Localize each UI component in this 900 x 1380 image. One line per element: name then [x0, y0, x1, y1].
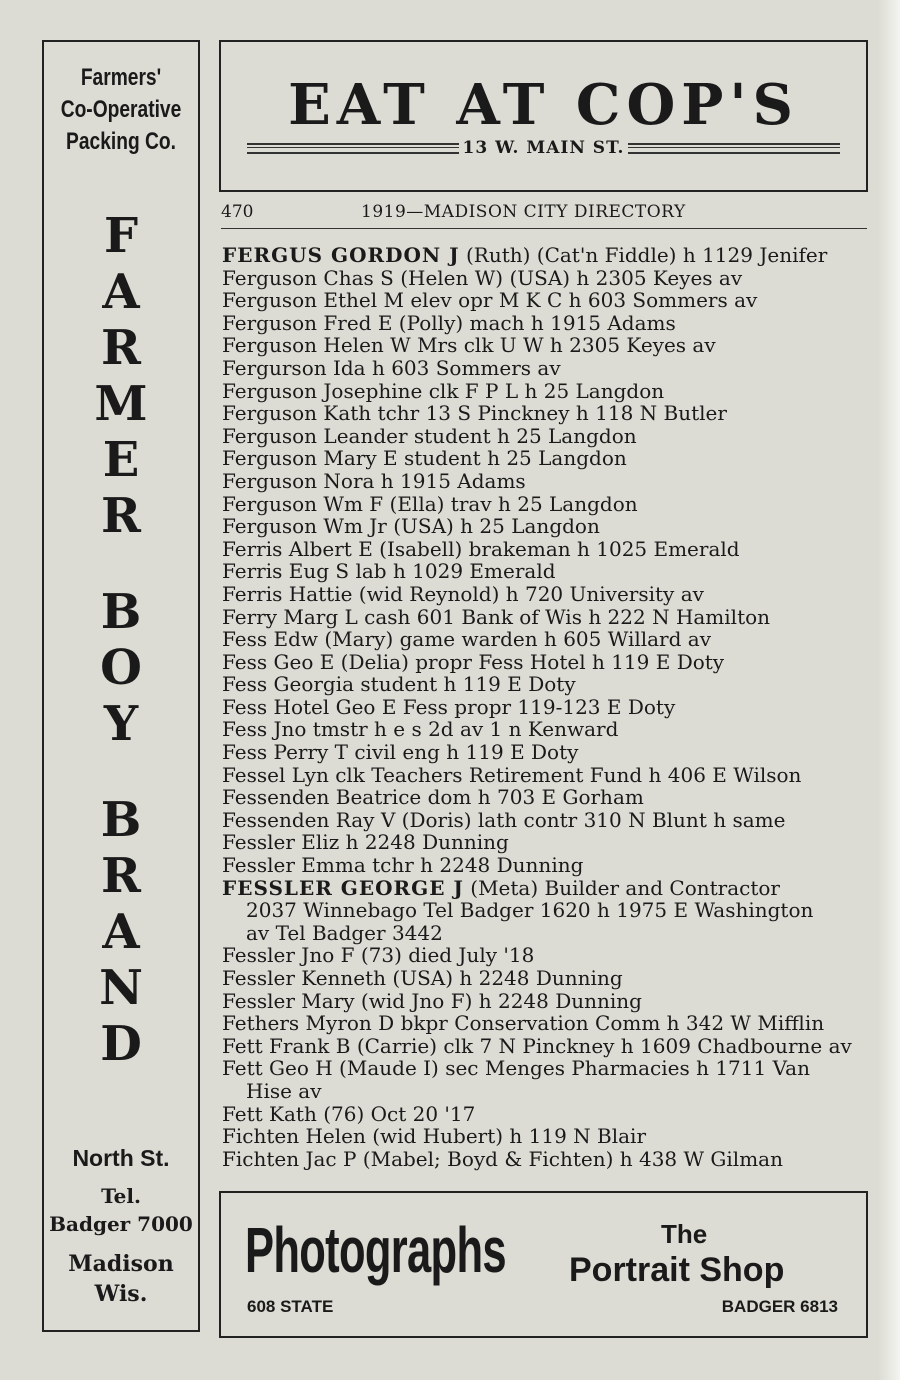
entry-text: Fett Geo H (Maude I) sec Menges Pharmacies h 1711 Van — [222, 1056, 810, 1081]
entry-text: Ferguson Mary E student h 25 Langdon — [222, 446, 627, 471]
directory-entry — [222, 402, 870, 425]
top-ad-title: EAT AT COP'S — [288, 72, 799, 138]
side-ad-telephone — [44, 1182, 198, 1238]
directory-entry — [222, 741, 870, 764]
brand-word-farmer — [44, 208, 198, 544]
directory-entry — [222, 1148, 870, 1171]
company-line-1: Farmers' — [80, 64, 162, 91]
top-advertisement — [219, 40, 868, 192]
directory-entry — [222, 289, 870, 312]
top-ad-address-row — [247, 138, 840, 158]
entry-text: Ferguson Nora h 1915 Adams — [222, 468, 526, 493]
entry-text: Ferris Hattie (wid Reynold) h 720 University av — [222, 581, 704, 606]
top-ad-address: 13 W. MAIN ST. — [462, 138, 625, 158]
entry-text: Fess Perry T civil eng h 119 E Doty — [222, 740, 579, 765]
brand-letter: Y — [103, 696, 139, 752]
entry-text: (Meta) Builder and Contractor — [463, 875, 780, 900]
city-name: Madison — [68, 1251, 174, 1277]
company-line-2: Co-Operative — [60, 96, 182, 123]
directory-entry — [222, 312, 870, 335]
state-name: Wis. — [94, 1281, 148, 1307]
company-line-3: Packing Co. — [66, 128, 176, 155]
directory-entry — [222, 944, 870, 967]
brand-letter: F — [103, 208, 139, 264]
entry-text: Fessenden Ray V (Doris) lath contr 310 N Blunt h same — [222, 807, 786, 832]
directory-entry — [222, 606, 870, 629]
directory-title: 1919—MADISON CITY DIRECTORY — [361, 202, 686, 222]
page-edge — [878, 0, 900, 1380]
entry-text: Fessel Lyn clk Teachers Retirement Fund h 406 E Wilson — [222, 762, 802, 787]
directory-entry — [222, 1103, 870, 1126]
bottom-ad-the: The — [661, 1219, 708, 1249]
entry-text: Ferguson Ethel M elev opr M K C h 603 Sommers av — [222, 288, 758, 313]
decorative-rule-left — [247, 143, 459, 154]
directory-entry — [222, 560, 870, 583]
brand-letter: B — [100, 792, 142, 848]
directory-entry — [222, 515, 870, 538]
brand-word-brand — [44, 792, 198, 1072]
entry-text: Fessler Kenneth (USA) h 2248 Dunning — [222, 966, 623, 990]
page-number: 470 — [221, 202, 254, 222]
directory-entry — [222, 786, 870, 809]
directory-entry — [222, 990, 870, 1013]
directory-entry — [222, 425, 870, 448]
brand-letter: A — [102, 264, 140, 320]
side-ad-street: North St. — [72, 1145, 170, 1171]
directory-entry — [222, 583, 870, 606]
entry-text: Ferry Marg L cash 601 Bank of Wis h 222 N Hamilton — [222, 604, 771, 629]
side-ad-city — [44, 1249, 198, 1309]
brand-word-boy — [44, 584, 198, 752]
bottom-ad-phone: BADGER 6813 — [721, 1297, 838, 1316]
brand-letter: D — [100, 1016, 142, 1072]
brand-letter: O — [100, 640, 142, 696]
bottom-ad-address: 608 STATE — [247, 1297, 334, 1316]
bottom-ad-shop-name: Portrait Shop — [569, 1251, 785, 1289]
entry-text: Ferguson Leander student h 25 Langdon — [222, 423, 637, 448]
directory-entry — [222, 447, 870, 470]
directory-entry — [222, 267, 870, 290]
entry-text: Ferris Eug S lab h 1029 Emerald — [222, 559, 556, 584]
entry-text: Ferguson Wm Jr (USA) h 25 Langdon — [222, 514, 600, 539]
entry-text: Fessenden Beatrice dom h 703 E Gorham — [222, 785, 644, 810]
entry-bold-name: FESSLER GEORGE J — [222, 875, 464, 900]
directory-entry — [222, 831, 870, 854]
directory-entry — [222, 718, 870, 741]
entry-text: Fess Jno tmstr h e s 2d av 1 n Kenward — [222, 717, 619, 742]
entry-text: Fethers Myron D bkpr Conservation Comm h 342 W Mifflin — [222, 1011, 825, 1036]
directory-entry — [222, 764, 870, 787]
entry-text: Ferguson Helen W Mrs clk U W h 2305 Keyes av — [222, 333, 716, 358]
bottom-ad-headline: Photographs — [245, 1214, 506, 1286]
entry-text: Fessler Eliz h 2248 Dunning — [222, 830, 509, 855]
entry-text: Ferguson Kath tchr 13 S Pinckney h 118 N Butler — [222, 401, 727, 426]
entry-continuation: 2037 Winnebago Tel Badger 1620 h 1975 E Washington — [246, 898, 814, 923]
directory-entry — [222, 651, 870, 674]
entry-text: Fichten Helen (wid Hubert) h 119 N Blair — [222, 1124, 647, 1149]
brand-letter: B — [100, 584, 142, 640]
entry-continuation: Hise av — [246, 1078, 322, 1103]
directory-entry — [222, 470, 870, 493]
directory-entry — [222, 1035, 870, 1058]
entry-text: Ferguson Josephine clk F P L h 25 Langdon — [222, 378, 665, 403]
entry-text: Fett Frank B (Carrie) clk 7 N Pinckney h 1609 Chadbourne av — [222, 1033, 852, 1058]
directory-entry — [222, 1057, 870, 1102]
brand-letter: N — [99, 960, 143, 1016]
brand-letter: A — [102, 904, 140, 960]
brand-letter: M — [94, 376, 148, 432]
directory-entry — [222, 696, 870, 719]
directory-entry — [222, 967, 870, 990]
bottom-advertisement — [219, 1191, 868, 1338]
entry-text: Ferris Albert E (Isabell) brakeman h 1025 Emerald — [222, 536, 740, 561]
directory-entry — [222, 357, 870, 380]
brand-letter: R — [101, 848, 141, 904]
entry-continuation: av Tel Badger 3442 — [246, 920, 443, 945]
directory-entry — [222, 809, 870, 832]
entry-text: Fess Geo E (Delia) propr Fess Hotel h 119 E Doty — [222, 649, 725, 674]
entry-text: Fergurson Ida h 603 Sommers av — [222, 355, 561, 380]
tel-number: Badger 7000 — [49, 1212, 193, 1236]
brand-letter: R — [101, 488, 141, 544]
entry-text: Fessler Mary (wid Jno F) h 2248 Dunning — [222, 988, 642, 1013]
brand-letter: E — [102, 432, 140, 488]
entry-text: Fessler Emma tchr h 2248 Dunning — [222, 853, 584, 878]
directory-entry — [222, 854, 870, 877]
brand-letter: R — [101, 320, 141, 376]
directory-listings — [222, 244, 870, 1170]
directory-entry — [222, 673, 870, 696]
decorative-rule-right — [628, 143, 840, 154]
directory-entry — [222, 1125, 870, 1148]
entry-text: Fess Georgia student h 119 E Doty — [222, 672, 576, 697]
directory-entry — [222, 628, 870, 651]
directory-entry — [222, 380, 870, 403]
entry-text: Fett Kath (76) Oct 20 '17 — [222, 1101, 476, 1126]
side-advertisement — [42, 40, 200, 1332]
directory-entry — [222, 334, 870, 357]
entry-bold-name: FERGUS GORDON J — [222, 243, 460, 267]
side-ad-company — [59, 62, 182, 158]
tel-label: Tel. — [101, 1184, 141, 1208]
directory-entry — [222, 1012, 870, 1035]
entry-text: Ferguson Fred E (Polly) mach h 1915 Adams — [222, 310, 676, 335]
entry-text: Fichten Jac P (Mabel; Boyd & Fichten) h 438 W Gilman — [222, 1146, 783, 1171]
directory-entry — [222, 877, 870, 945]
entry-text: Fess Edw (Mary) game warden h 605 Willard av — [222, 627, 712, 652]
entry-text: Ferguson Wm F (Ella) trav h 25 Langdon — [222, 491, 638, 516]
entry-text: (Ruth) (Cat'n Fiddle) h 1129 Jenifer — [459, 243, 828, 267]
directory-entry — [222, 538, 870, 561]
entry-text: Fessler Jno F (73) died July '18 — [222, 943, 535, 968]
page-header — [221, 202, 867, 229]
entry-text: Ferguson Chas S (Helen W) (USA) h 2305 Keyes av — [222, 265, 743, 290]
entry-text: Fess Hotel Geo E Fess propr 119-123 E Doty — [222, 694, 676, 719]
directory-entry — [222, 493, 870, 516]
directory-entry — [222, 244, 870, 267]
